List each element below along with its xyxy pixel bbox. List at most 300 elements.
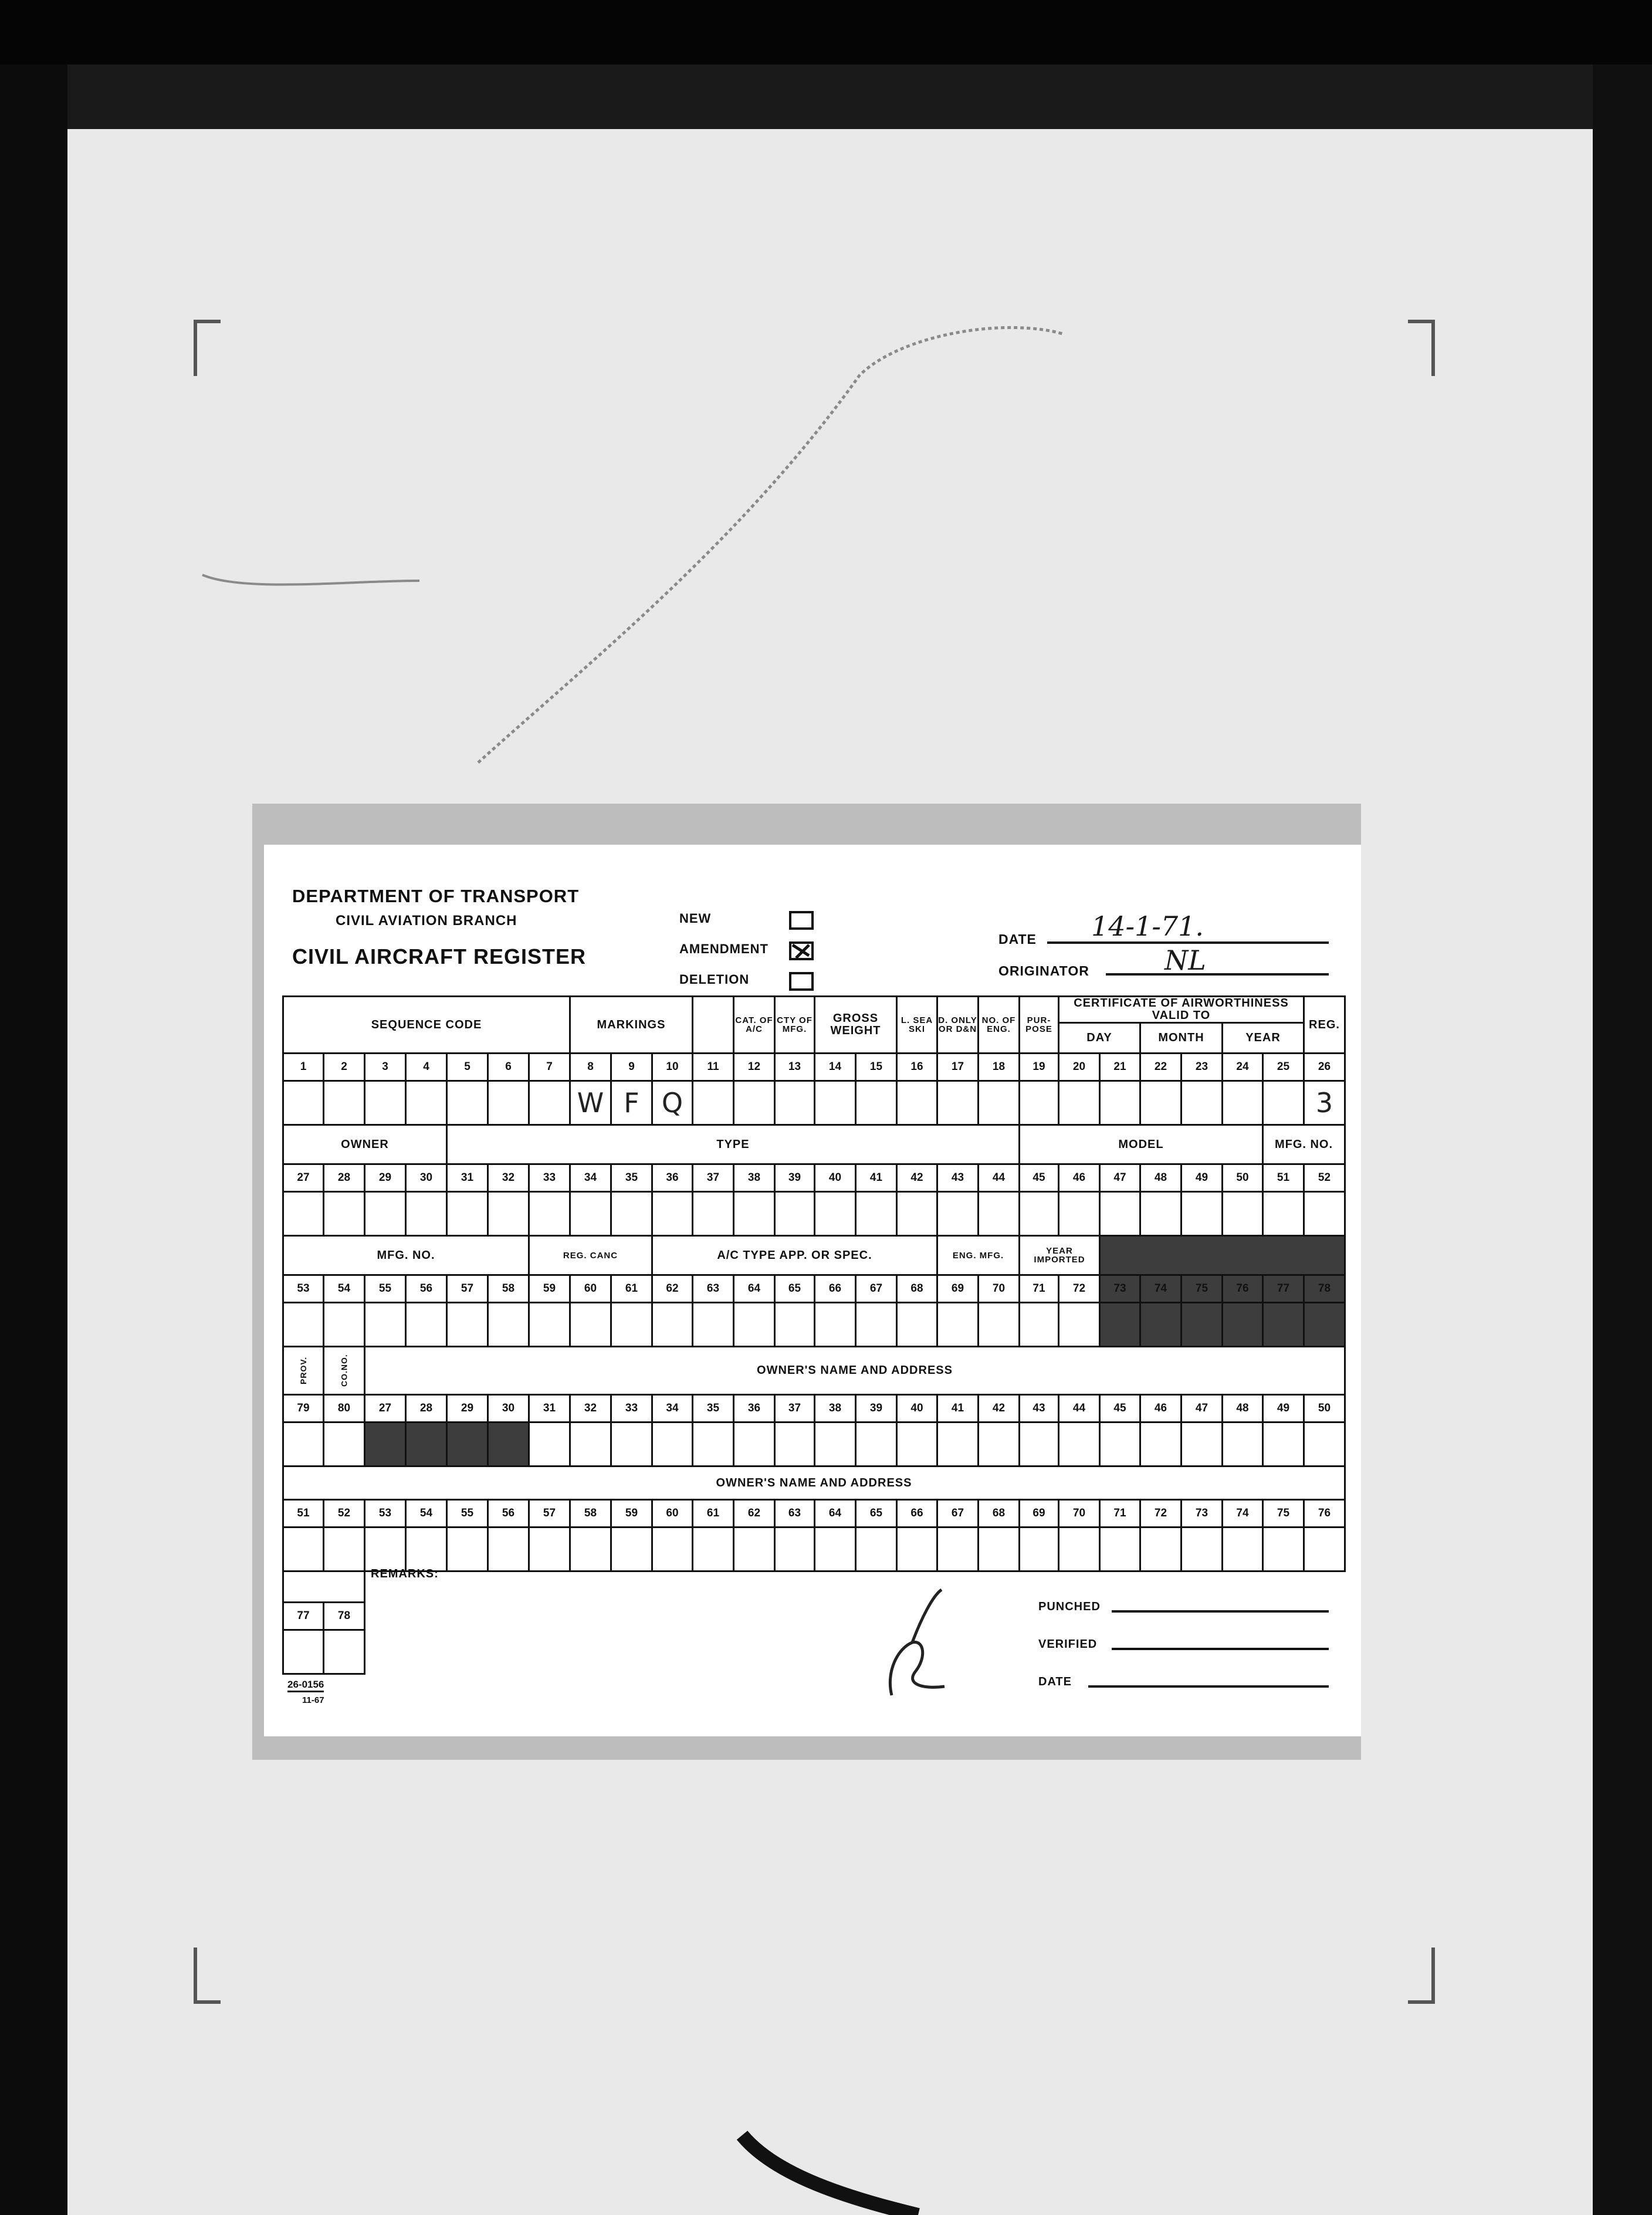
branch-title: CIVIL AVIATION BRANCH — [336, 913, 517, 929]
column-number: 77 — [282, 1601, 324, 1631]
column-number: 49 — [1180, 1163, 1223, 1193]
remarks-label: REMARKS: — [371, 1567, 439, 1580]
column-number: 34 — [651, 1394, 693, 1423]
column-number: 67 — [936, 1499, 979, 1528]
column-number: 5 — [446, 1052, 489, 1082]
entry-cell[interactable] — [1221, 1526, 1264, 1572]
blank-header — [282, 1570, 365, 1603]
column-number: 44 — [977, 1163, 1020, 1193]
entry-cell[interactable] — [651, 1526, 693, 1572]
column-number: 67 — [855, 1274, 898, 1303]
entry-cell[interactable] — [1180, 1080, 1223, 1126]
column-number: 41 — [855, 1163, 898, 1193]
column-number: 53 — [282, 1274, 324, 1303]
column-number: 2 — [323, 1052, 365, 1082]
column-number: 53 — [364, 1499, 407, 1528]
verified-line — [1112, 1648, 1329, 1650]
column-number: 78 — [323, 1601, 365, 1631]
column-number: 35 — [692, 1394, 734, 1423]
entry-cell[interactable] — [323, 1526, 365, 1572]
entry-cell[interactable] — [528, 1191, 571, 1237]
form-date: 11-67 — [302, 1695, 324, 1705]
date-label: DATE — [998, 932, 1037, 947]
column-number: 6 — [487, 1052, 530, 1082]
punched-label: PUNCHED — [1038, 1600, 1101, 1613]
column-number: 72 — [1139, 1499, 1182, 1528]
entry-cell[interactable] — [446, 1421, 489, 1467]
column-number: 37 — [774, 1394, 815, 1423]
entry-cell[interactable] — [446, 1526, 489, 1572]
entry-cell[interactable] — [405, 1421, 448, 1467]
entry-cell[interactable] — [1058, 1080, 1101, 1126]
entry-cell[interactable] — [936, 1302, 979, 1347]
entry-cell[interactable] — [1099, 1526, 1141, 1572]
column-number: 63 — [692, 1274, 734, 1303]
column-number: 33 — [610, 1394, 653, 1423]
column-number: 41 — [936, 1394, 979, 1423]
column-number: 74 — [1221, 1499, 1264, 1528]
deletion-checkbox[interactable] — [789, 972, 814, 991]
column-number: 68 — [896, 1274, 938, 1303]
column-number: 77 — [1262, 1274, 1305, 1303]
header-cat: CAT. OF A/C — [733, 995, 776, 1054]
bottom-date-label: DATE — [1038, 1675, 1072, 1688]
column-number: 58 — [487, 1274, 530, 1303]
header-lss: L. SEA SKI — [896, 995, 938, 1054]
entry-cell[interactable] — [774, 1080, 815, 1126]
column-number: 54 — [323, 1274, 365, 1303]
column-number: 56 — [487, 1499, 530, 1528]
column-number: 61 — [610, 1274, 653, 1303]
column-number: 52 — [1303, 1163, 1346, 1193]
column-number: 36 — [733, 1394, 776, 1423]
column-number: 43 — [936, 1163, 979, 1193]
entry-cell[interactable] — [323, 1421, 365, 1467]
column-number: 18 — [977, 1052, 1020, 1082]
entry-cell[interactable] — [896, 1191, 938, 1237]
entry-cell[interactable] — [569, 1421, 612, 1467]
column-number: 51 — [282, 1499, 324, 1528]
entry-cell[interactable] — [610, 1302, 653, 1347]
ink-mark-bottom — [742, 2135, 918, 2215]
entry-cell[interactable] — [977, 1526, 1020, 1572]
entry-cell[interactable] — [487, 1191, 530, 1237]
entry-cell[interactable] — [1018, 1302, 1059, 1347]
entry-cell[interactable] — [405, 1526, 448, 1572]
column-number: 40 — [814, 1163, 857, 1193]
column-number: 9 — [610, 1052, 653, 1082]
column-number: 39 — [855, 1394, 898, 1423]
entry-cell[interactable] — [610, 1526, 653, 1572]
column-number: 50 — [1221, 1163, 1264, 1193]
entry-cell[interactable] — [936, 1191, 979, 1237]
entry-cell[interactable] — [692, 1080, 734, 1126]
entry-cell[interactable] — [569, 1526, 612, 1572]
amendment-checkbox[interactable] — [789, 941, 814, 960]
column-number: 74 — [1139, 1274, 1182, 1303]
entry-cell[interactable]: 3 — [1303, 1080, 1346, 1126]
entry-cell[interactable] — [1221, 1421, 1264, 1467]
column-number: 24 — [1221, 1052, 1264, 1082]
entry-cell[interactable] — [323, 1302, 365, 1347]
entry-cell[interactable] — [323, 1629, 365, 1675]
entry-cell[interactable] — [1262, 1302, 1305, 1347]
entry-cell[interactable] — [446, 1191, 489, 1237]
column-number: 39 — [774, 1163, 815, 1193]
entry-cell[interactable] — [282, 1421, 324, 1467]
column-number: 44 — [1058, 1394, 1101, 1423]
column-number: 66 — [814, 1274, 857, 1303]
entry-cell[interactable] — [323, 1080, 365, 1126]
header-month: MONTH — [1139, 1022, 1223, 1054]
entry-cell[interactable]: W — [569, 1080, 612, 1126]
entry-cell[interactable] — [1303, 1526, 1346, 1572]
entry-cell[interactable] — [282, 1629, 324, 1675]
column-number: 62 — [651, 1274, 693, 1303]
entry-cell[interactable] — [610, 1191, 653, 1237]
column-number: 27 — [282, 1163, 324, 1193]
entry-cell[interactable] — [651, 1191, 693, 1237]
column-number: 27 — [364, 1394, 407, 1423]
entry-cell[interactable] — [692, 1191, 734, 1237]
entry-cell[interactable] — [1262, 1526, 1305, 1572]
column-number: 76 — [1221, 1274, 1264, 1303]
entry-cell[interactable] — [1058, 1302, 1101, 1347]
column-number: 36 — [651, 1163, 693, 1193]
header-day: DAY — [1058, 1022, 1141, 1054]
check-mark-icon — [791, 944, 811, 958]
header-owner: OWNER — [282, 1124, 448, 1165]
column-number: 52 — [323, 1499, 365, 1528]
entry-cell[interactable] — [1099, 1302, 1141, 1347]
entry-cell[interactable]: F — [610, 1080, 653, 1126]
entry-cell[interactable] — [446, 1080, 489, 1126]
column-number: 50 — [1303, 1394, 1346, 1423]
verified-label: VERIFIED — [1038, 1638, 1098, 1651]
header-model: MODEL — [1018, 1124, 1264, 1165]
column-number: 73 — [1180, 1499, 1223, 1528]
column-number: 79 — [282, 1394, 324, 1423]
entry-cell[interactable] — [936, 1421, 979, 1467]
entry-cell[interactable] — [610, 1421, 653, 1467]
column-number: 1 — [282, 1052, 324, 1082]
entry-cell[interactable] — [1099, 1421, 1141, 1467]
column-number: 13 — [774, 1052, 815, 1082]
entry-cell[interactable] — [1018, 1191, 1059, 1237]
column-number: 75 — [1262, 1499, 1305, 1528]
entry-cell[interactable] — [364, 1080, 407, 1126]
column-number: 38 — [733, 1163, 776, 1193]
header-d-only: D. ONLY OR D&N — [936, 995, 979, 1054]
entry-cell[interactable] — [569, 1302, 612, 1347]
entry-cell[interactable] — [855, 1526, 898, 1572]
entry-cell[interactable] — [936, 1526, 979, 1572]
header-markings: MARKINGS — [569, 995, 693, 1054]
column-number: 65 — [774, 1274, 815, 1303]
column-number: 55 — [446, 1499, 489, 1528]
entry-cell[interactable] — [364, 1191, 407, 1237]
column-number: 31 — [528, 1394, 571, 1423]
register-title: CIVIL AIRCRAFT REGISTER — [292, 944, 587, 968]
column-number: 7 — [528, 1052, 571, 1082]
header-co-no: CO.NO. — [323, 1346, 365, 1396]
column-number: 25 — [1262, 1052, 1305, 1082]
column-number: 69 — [936, 1274, 979, 1303]
entry-cell[interactable] — [896, 1302, 938, 1347]
column-number: 28 — [405, 1394, 448, 1423]
column-number: 63 — [774, 1499, 815, 1528]
entry-cell[interactable] — [1018, 1526, 1059, 1572]
entry-cell[interactable] — [692, 1526, 734, 1572]
entry-cell[interactable] — [405, 1191, 448, 1237]
entry-cell[interactable]: Q — [651, 1080, 693, 1126]
film-right-edge — [1593, 65, 1652, 2215]
entry-cell[interactable] — [282, 1302, 324, 1347]
column-number: 23 — [1180, 1052, 1223, 1082]
entry-cell[interactable] — [1018, 1421, 1059, 1467]
entry-cell[interactable] — [936, 1080, 979, 1126]
entry-cell[interactable] — [1058, 1526, 1101, 1572]
column-number: 49 — [1262, 1394, 1305, 1423]
column-number: 72 — [1058, 1274, 1101, 1303]
entry-cell[interactable] — [528, 1526, 571, 1572]
column-number: 73 — [1099, 1274, 1141, 1303]
entry-cell[interactable] — [1180, 1191, 1223, 1237]
header-sequence-code: SEQUENCE CODE — [282, 995, 571, 1054]
column-number: 48 — [1221, 1394, 1264, 1423]
column-number: 32 — [487, 1163, 530, 1193]
column-number: 38 — [814, 1394, 857, 1423]
column-number: 45 — [1018, 1163, 1059, 1193]
entry-cell[interactable] — [487, 1080, 530, 1126]
shaded-block — [1099, 1235, 1346, 1276]
column-number: 71 — [1018, 1274, 1059, 1303]
header-eng-mfg: ENG. MFG. — [936, 1235, 1020, 1276]
entry-cell[interactable] — [1262, 1191, 1305, 1237]
entry-cell[interactable] — [1018, 1080, 1059, 1126]
entry-cell[interactable] — [896, 1421, 938, 1467]
entry-cell[interactable] — [1139, 1191, 1182, 1237]
header-purpose: PUR- POSE — [1018, 995, 1059, 1054]
originator-value: NL — [1164, 944, 1206, 976]
entry-cell[interactable] — [814, 1526, 857, 1572]
header-mfg-no: MFG. NO. — [1262, 1124, 1346, 1165]
column-number: 71 — [1099, 1499, 1141, 1528]
entry-cell[interactable] — [487, 1421, 530, 1467]
entry-cell[interactable] — [282, 1526, 324, 1572]
column-number: 34 — [569, 1163, 612, 1193]
entry-cell[interactable] — [569, 1191, 612, 1237]
column-number: 59 — [528, 1274, 571, 1303]
entry-cell[interactable] — [692, 1421, 734, 1467]
entry-cell[interactable] — [1221, 1191, 1264, 1237]
column-number: 46 — [1058, 1163, 1101, 1193]
entry-cell[interactable] — [814, 1191, 857, 1237]
entry-cell[interactable] — [1058, 1421, 1101, 1467]
entry-cell[interactable] — [774, 1302, 815, 1347]
entry-cell[interactable] — [487, 1302, 530, 1347]
department-title: DEPARTMENT OF TRANSPORT — [292, 886, 580, 906]
entry-cell[interactable] — [774, 1191, 815, 1237]
column-number: 40 — [896, 1394, 938, 1423]
entry-cell[interactable] — [282, 1080, 324, 1126]
column-number: 60 — [569, 1274, 612, 1303]
entry-cell[interactable] — [1139, 1421, 1182, 1467]
entry-cell[interactable] — [528, 1302, 571, 1347]
column-number: 60 — [651, 1499, 693, 1528]
column-number: 80 — [323, 1394, 365, 1423]
column-number: 68 — [977, 1499, 1020, 1528]
entry-cell[interactable] — [364, 1421, 407, 1467]
column-number: 47 — [1180, 1394, 1223, 1423]
column-number: 22 — [1139, 1052, 1182, 1082]
column-number: 42 — [896, 1163, 938, 1193]
header-reg: REG. — [1303, 995, 1346, 1054]
entry-cell[interactable] — [733, 1302, 776, 1347]
column-number: 17 — [936, 1052, 979, 1082]
column-number: 42 — [977, 1394, 1020, 1423]
column-number: 61 — [692, 1499, 734, 1528]
entry-cell[interactable] — [1262, 1421, 1305, 1467]
entry-cell[interactable] — [855, 1080, 898, 1126]
column-number: 56 — [405, 1274, 448, 1303]
entry-cell[interactable] — [364, 1302, 407, 1347]
column-number: 48 — [1139, 1163, 1182, 1193]
header-prov: PROV. — [282, 1346, 324, 1396]
column-number: 57 — [446, 1274, 489, 1303]
header-ac-type: A/C TYPE APP. OR SPEC. — [651, 1235, 938, 1276]
entry-cell[interactable] — [1139, 1526, 1182, 1572]
checkbox-label-amendment: AMENDMENT — [679, 941, 769, 956]
entry-cell[interactable] — [733, 1191, 776, 1237]
originator-label: ORIGINATOR — [998, 963, 1089, 978]
entry-cell[interactable] — [1180, 1421, 1223, 1467]
entry-cell[interactable] — [814, 1302, 857, 1347]
header-mfg-no-3: MFG. NO. — [282, 1235, 530, 1276]
entry-cell[interactable] — [896, 1080, 938, 1126]
entry-cell[interactable] — [405, 1302, 448, 1347]
header-reg-canc: REG. CANC — [528, 1235, 653, 1276]
column-number: 62 — [733, 1499, 776, 1528]
column-number: 75 — [1180, 1274, 1223, 1303]
header-owners-name-2: OWNER'S NAME AND ADDRESS — [282, 1465, 1346, 1501]
column-number: 14 — [814, 1052, 857, 1082]
entry-cell[interactable] — [651, 1421, 693, 1467]
entry-cell[interactable] — [1099, 1080, 1141, 1126]
entry-cell[interactable] — [733, 1421, 776, 1467]
entry-cell[interactable] — [733, 1080, 776, 1126]
column-number: 54 — [405, 1499, 448, 1528]
column-number: 55 — [364, 1274, 407, 1303]
entry-cell[interactable] — [977, 1302, 1020, 1347]
column-number: 58 — [569, 1499, 612, 1528]
entry-cell[interactable] — [977, 1080, 1020, 1126]
column-number: 76 — [1303, 1499, 1346, 1528]
column-number: 21 — [1099, 1052, 1141, 1082]
entry-cell[interactable] — [1303, 1421, 1346, 1467]
entry-cell[interactable] — [692, 1302, 734, 1347]
entry-cell[interactable] — [977, 1191, 1020, 1237]
entry-cell[interactable] — [977, 1421, 1020, 1467]
entry-cell[interactable] — [1262, 1080, 1305, 1126]
entry-cell[interactable] — [1099, 1191, 1141, 1237]
column-number: 46 — [1139, 1394, 1182, 1423]
entry-cell[interactable] — [323, 1191, 365, 1237]
entry-cell[interactable] — [774, 1526, 815, 1572]
entry-cell[interactable] — [896, 1526, 938, 1572]
header-blank — [692, 995, 734, 1054]
entry-cell[interactable] — [855, 1191, 898, 1237]
column-number: 16 — [896, 1052, 938, 1082]
entry-cell[interactable] — [282, 1191, 324, 1237]
entry-cell[interactable] — [1303, 1302, 1346, 1347]
column-number: 43 — [1018, 1394, 1059, 1423]
column-number: 33 — [528, 1163, 571, 1193]
column-number: 66 — [896, 1499, 938, 1528]
entry-cell[interactable] — [405, 1080, 448, 1126]
column-number: 3 — [364, 1052, 407, 1082]
entry-cell[interactable] — [855, 1302, 898, 1347]
header-owners-name-1: OWNER'S NAME AND ADDRESS — [364, 1346, 1346, 1396]
checkbox-label-deletion: DELETION — [679, 972, 750, 987]
entry-cell[interactable] — [814, 1080, 857, 1126]
column-number: 20 — [1058, 1052, 1101, 1082]
column-number: 69 — [1018, 1499, 1059, 1528]
entry-cell[interactable] — [1139, 1080, 1182, 1126]
column-number: 51 — [1262, 1163, 1305, 1193]
entry-cell[interactable] — [1180, 1526, 1223, 1572]
entry-cell[interactable] — [1221, 1080, 1264, 1126]
header-cty: CTY OF MFG. — [774, 995, 815, 1054]
column-number: 47 — [1099, 1163, 1141, 1193]
entry-cell[interactable] — [1139, 1302, 1182, 1347]
column-number: 10 — [651, 1052, 693, 1082]
column-number: 15 — [855, 1052, 898, 1082]
entry-cell[interactable] — [651, 1302, 693, 1347]
column-number: 4 — [405, 1052, 448, 1082]
date-value: 14-1-71. — [1091, 910, 1204, 942]
column-number: 37 — [692, 1163, 734, 1193]
column-number: 26 — [1303, 1052, 1346, 1082]
pencil-stroke-left — [202, 575, 419, 585]
column-number: 31 — [446, 1163, 489, 1193]
entry-cell[interactable] — [1221, 1302, 1264, 1347]
entry-cell[interactable] — [487, 1526, 530, 1572]
entry-cell[interactable] — [1058, 1191, 1101, 1237]
column-number: 11 — [692, 1052, 734, 1082]
entry-cell[interactable] — [814, 1421, 857, 1467]
column-number: 32 — [569, 1394, 612, 1423]
entry-cell[interactable] — [528, 1080, 571, 1126]
film-left-edge — [0, 65, 67, 2215]
checkbox-label-new: NEW — [679, 911, 712, 926]
new-checkbox[interactable] — [789, 911, 814, 930]
entry-cell[interactable] — [1303, 1191, 1346, 1237]
column-number: 57 — [528, 1499, 571, 1528]
entry-cell[interactable] — [446, 1302, 489, 1347]
form-number: 26-0156 — [287, 1679, 324, 1692]
entry-cell[interactable] — [855, 1421, 898, 1467]
column-number: 35 — [610, 1163, 653, 1193]
entry-cell[interactable] — [774, 1421, 815, 1467]
bottom-date-line — [1088, 1685, 1329, 1688]
column-number: 78 — [1303, 1274, 1346, 1303]
entry-cell[interactable] — [1180, 1302, 1223, 1347]
entry-cell[interactable] — [733, 1526, 776, 1572]
column-number: 8 — [569, 1052, 612, 1082]
entry-cell[interactable] — [528, 1421, 571, 1467]
entry-cell[interactable] — [364, 1526, 407, 1572]
